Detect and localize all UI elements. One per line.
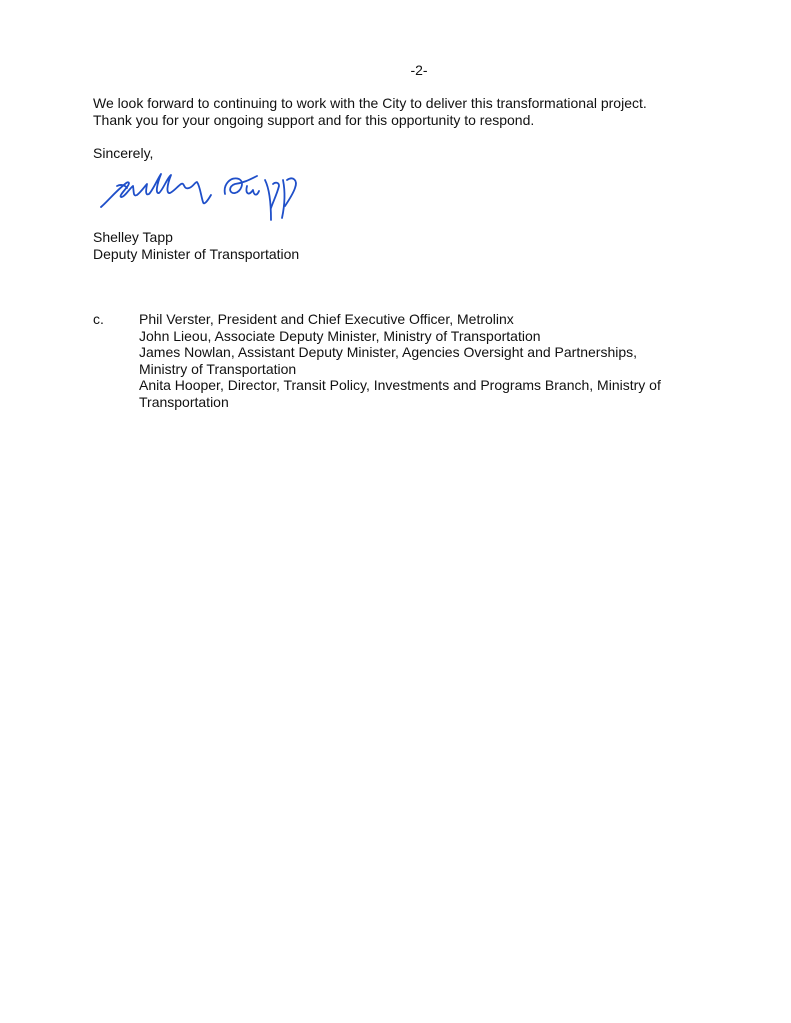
cc-list [139,311,719,410]
cc-entry-line: Transportation [139,393,229,410]
body-paragraph [93,95,647,129]
closing-salutation: Sincerely, [93,145,154,161]
cc-marker: c. [93,311,104,327]
body-line: Thank you for your ongoing support and for this opportunity to respond. [93,112,535,128]
signer-name: Shelley Tapp [93,229,173,245]
page-number: -2- [410,62,428,78]
body-line: We look forward to continuing to work with the City to deliver this transformational project. [93,95,647,111]
cc-entry [139,328,719,345]
cc-entry-line: John Lieou, Associate Deputy Minister, Ministry of Transportation [139,327,541,344]
handwritten-signature [97,166,307,228]
cc-entry [139,311,719,328]
cc-entry-line: Phil Verster, President and Chief Executive Officer, Metrolinx [139,311,514,327]
cc-entry-line: Ministry of Transportation [139,360,297,377]
signer-block [93,229,299,263]
signer-title: Deputy Minister of Transportation [93,246,300,262]
cc-entry-line: James Nowlan, Assistant Deputy Minister, Agencies Oversight and Partnerships, [139,344,638,360]
cc-entry [139,377,719,410]
cc-entry [139,344,719,377]
cc-entry-line: Anita Hooper, Director, Transit Policy, Investments and Programs Branch, Ministry of [139,377,661,393]
